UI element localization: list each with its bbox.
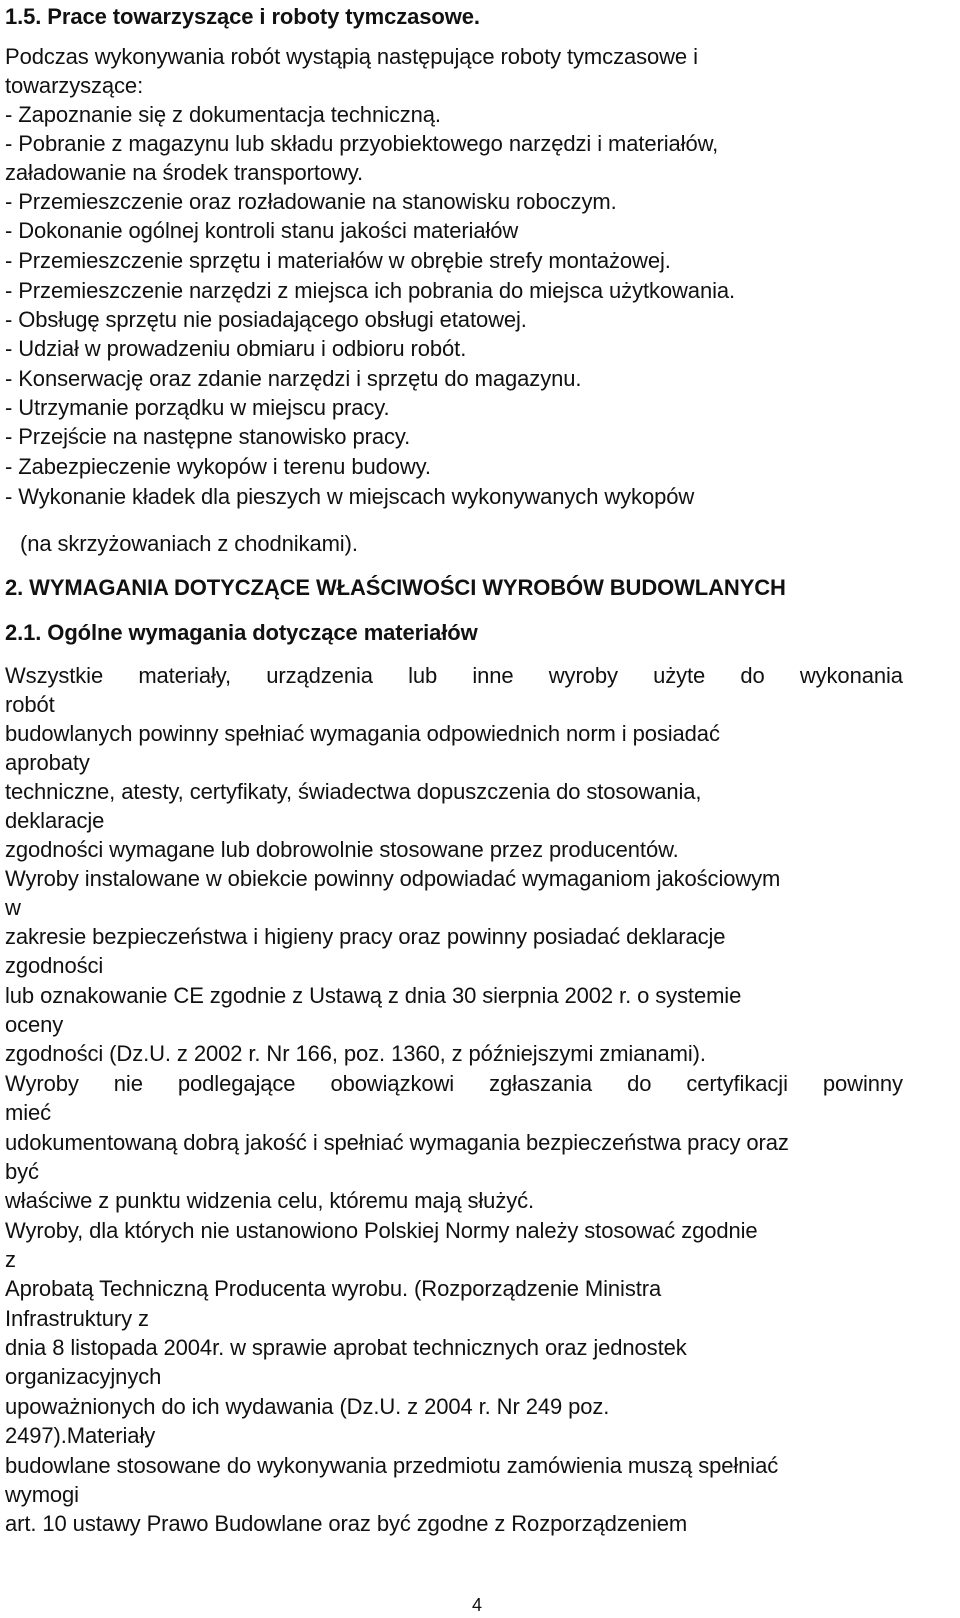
list-item: - Dokonanie ogólnej kontroli stanu jakości materiałów [5,218,519,243]
paragraph-line: w [5,895,21,920]
paragraph-line: mieć [5,1100,52,1125]
section-2-heading: 2. WYMAGANIA DOTYCZĄCE WŁAŚCIWOŚCI WYROBÓW BUDOWLANYCH [5,575,786,600]
list-item: - Obsługę sprzętu nie posiadającego obsługi etatowej. [5,307,527,332]
paragraph-line: Wyroby instalowane w obiekcie powinny odpowiadać wymaganiom jakościowym [5,866,781,891]
paragraph-line: budowlanych powinny spełniać wymagania odpowiednich norm i posiadać [5,721,720,746]
paragraph-line-justified [5,1071,903,1097]
paragraph-line: właściwe z punktu widzenia celu, któremu mają służyć. [5,1188,535,1213]
paragraph-line: budowlane stosowane do wykonywania przedmiotu zamówienia muszą spełniać [5,1453,779,1478]
paragraph-line: być [5,1159,39,1184]
section-2-1-heading: 2.1. Ogólne wymagania dotyczące materiałów [5,620,478,645]
paragraph-line: z [5,1247,16,1272]
paragraph-line: zgodności [5,953,104,978]
list-item: - Udział w prowadzeniu obmiaru i odbioru robót. [5,336,467,361]
paragraph-line: zgodności (Dz.U. z 2002 r. Nr 166, poz. 1360, z późniejszymi zmianami). [5,1041,706,1066]
paragraph-line: oceny [5,1012,64,1037]
list-item: - Konserwację oraz zdanie narzędzi i sprzętu do magazynu. [5,366,582,391]
paragraph-line: lub oznakowanie CE zgodnie z Ustawą z dnia 30 sierpnia 2002 r. o systemie [5,983,742,1008]
paragraph-line: dnia 8 listopada 2004r. w sprawie aprobat technicznych oraz jednostek [5,1335,687,1360]
word: certyfikacji [686,1071,788,1096]
page-number: 4 [472,1595,483,1615]
list-item: - Przemieszczenie sprzętu i materiałów w obrębie strefy montażowej. [5,248,671,273]
list-item: załadowanie na środek transportowy. [5,160,364,185]
paragraph-line: deklaracje [5,808,105,833]
paragraph-line: udokumentowaną dobrą jakość i spełniać wymagania bezpieczeństwa pracy oraz [5,1130,789,1155]
intro-line: Podczas wykonywania robót wystąpią następujące roboty tymczasowe i [5,44,698,69]
list-item: - Zabezpieczenie wykopów i terenu budowy. [5,454,431,479]
list-item: - Przemieszczenie oraz rozładowanie na stanowisku roboczym. [5,189,617,214]
word: Wszystkie [5,663,104,688]
list-item: - Wykonanie kładek dla pieszych w miejscach wykonywanych wykopów [5,484,695,509]
word: inne [472,663,514,688]
list-item: - Przemieszczenie narzędzi z miejsca ich pobrania do miejsca użytkowania. [5,278,736,303]
word: obowiązkowi [330,1071,455,1096]
word: materiały, [138,663,232,688]
paragraph-line-justified [5,663,903,689]
word: podlegające [177,1071,296,1096]
paragraph-line: art. 10 ustawy Prawo Budowlane oraz być zgodne z Rozporządzeniem [5,1511,688,1536]
paragraph-line: aprobaty [5,750,90,775]
paragraph-line: zakresie bezpieczeństwa i higieny pracy oraz powinny posiadać deklaracje [5,924,726,949]
word: wyroby [548,663,618,688]
word: nie [113,1071,143,1096]
list-item: - Zapoznanie się z dokumentacja techniczną. [5,102,441,127]
paragraph-line: Infrastruktury z [5,1306,149,1331]
paragraph-line: robót [5,692,55,717]
paragraph-line: organizacyjnych [5,1364,162,1389]
list-item: - Przejście na następne stanowisko pracy. [5,424,411,449]
word: Wyroby [5,1071,79,1096]
paragraph-line: zgodności wymagane lub dobrowolnie stosowane przez producentów. [5,837,679,862]
paragraph-line: Wyroby, dla których nie ustanowiono Polskiej Normy należy stosować zgodnie [5,1218,758,1243]
paragraph-line: Aprobatą Techniczną Producenta wyrobu. (Rozporządzenie Ministra [5,1276,662,1301]
paragraph-line: techniczne, atesty, certyfikaty, świadectwa dopuszczenia do stosowania, [5,779,702,804]
paragraph-line: wymogi [5,1482,79,1507]
word: lub [408,663,438,688]
word: urządzenia [266,663,373,688]
word: użyte [653,663,706,688]
word: do [627,1071,652,1096]
list-item: - Pobranie z magazynu lub składu przyobiektowego narzędzi i materiałów, [5,131,719,156]
list-item: - Utrzymanie porządku w miejscu pracy. [5,395,390,420]
word: powinny [822,1071,903,1096]
section-1-5-heading: 1.5. Prace towarzyszące i roboty tymczasowe. [5,4,480,29]
list-item-continuation: (na skrzyżowaniach z chodnikami). [20,531,358,556]
intro-line: towarzyszące: [5,73,144,98]
paragraph-line: upoważnionych do ich wydawania (Dz.U. z 2004 r. Nr 249 poz. [5,1394,610,1419]
word: wykonania [799,663,903,688]
paragraph-line: 2497).Materiały [5,1423,156,1448]
word: zgłaszania [489,1071,593,1096]
word: do [740,663,765,688]
